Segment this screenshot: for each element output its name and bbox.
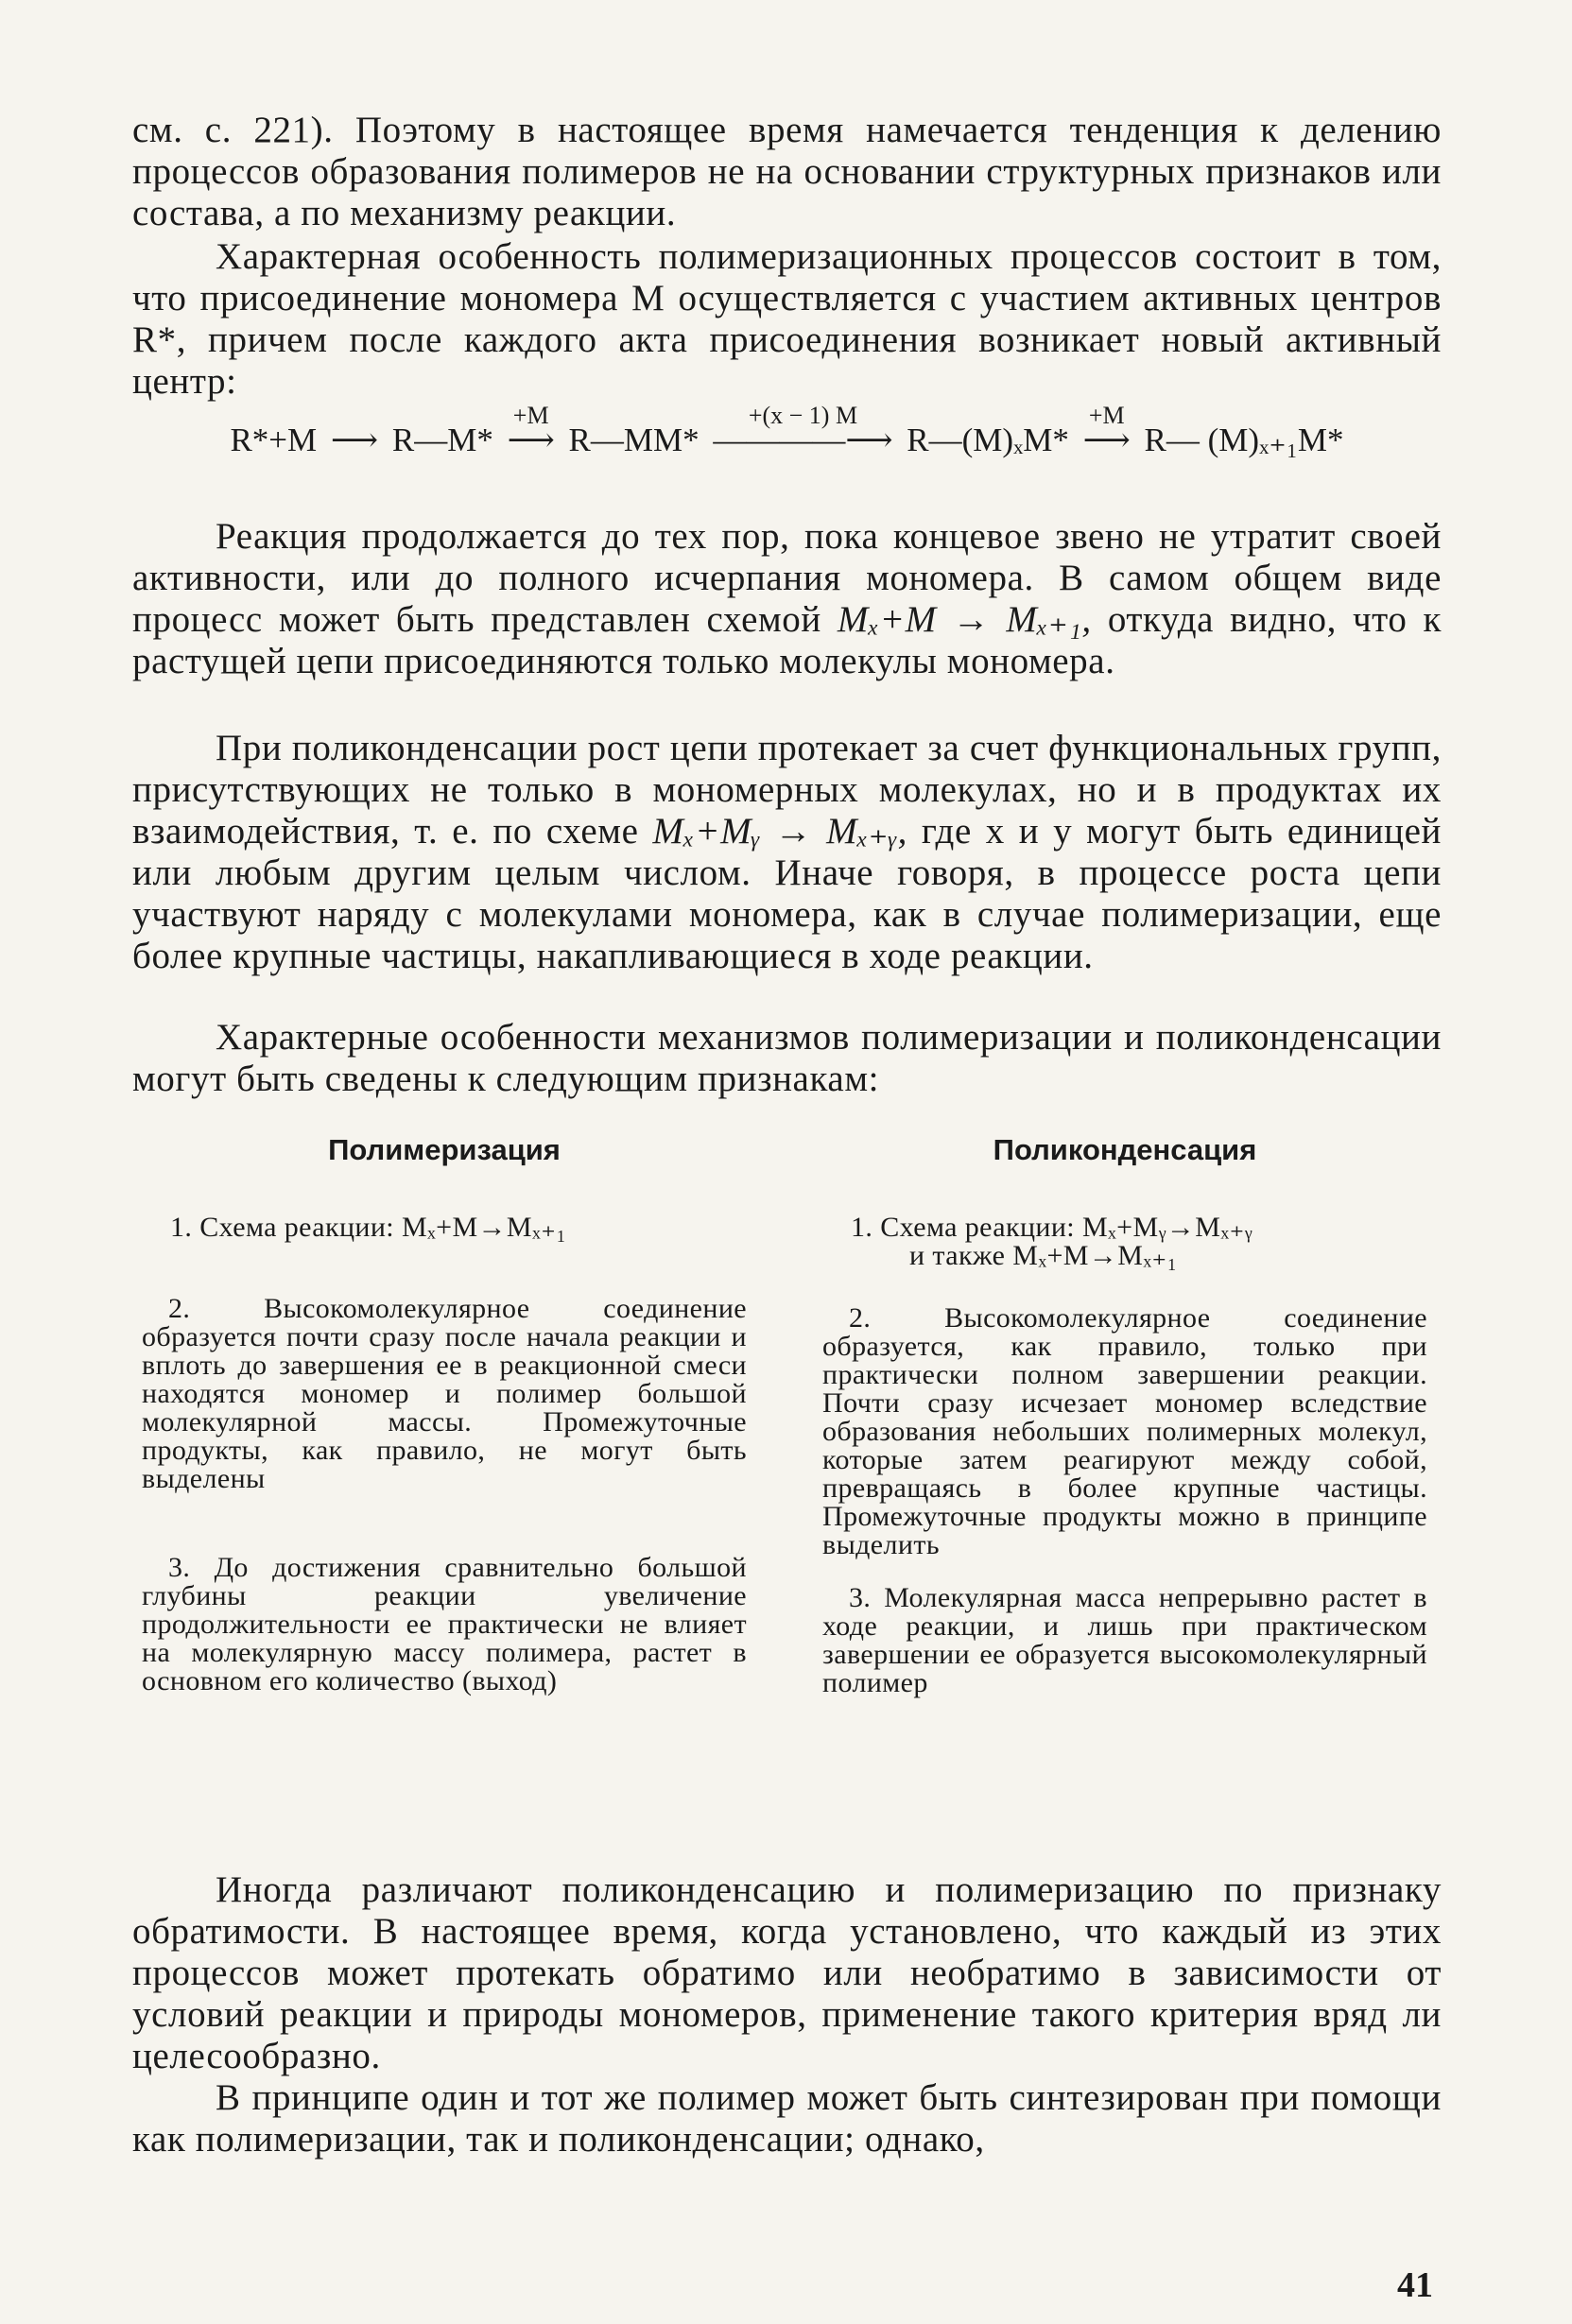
scheme-term-3: R—MM* bbox=[568, 422, 700, 458]
paragraph-3-formula: Mₓ+M → Mₓ₊₁, bbox=[837, 599, 1092, 640]
paragraph-3-text bbox=[132, 516, 1442, 682]
paragraph-2 bbox=[132, 236, 1442, 403]
polymerization-heading: Полимеризация bbox=[328, 1133, 561, 1166]
scheme-arrow-3: +(x − 1) M ————⟶ bbox=[713, 422, 892, 459]
scheme-arrow-3-label: +(x − 1) M bbox=[748, 402, 858, 429]
paragraph-1-text: см. с. 221). Поэтому в настоящее время намечается тенденция к делению процессов образования полимеров не на основании структурных признаков или состава, а по механизму реакции. bbox=[132, 110, 1442, 233]
paragraph-5 bbox=[132, 1017, 1442, 1100]
polycondensation-item-1-line-1: 1. Схема реакции: Mₓ+Mᵧ→Mₓ₊ᵧ bbox=[851, 1212, 1253, 1243]
polycondensation-item-1-line-2: и также Mₓ+M→Mₓ₊₁ bbox=[909, 1240, 1178, 1271]
scheme-arrow-4-label: +M bbox=[1088, 402, 1125, 429]
paragraph-7-text: В принципе один и тот же полимер может быть синтезирован при помощи как полимеризации, так и поликонденсации; однако, bbox=[132, 2077, 1442, 2160]
polycondensation-column bbox=[822, 1133, 1427, 1722]
polycondensation-item-1 bbox=[822, 1214, 1427, 1270]
polymerization-scheme bbox=[132, 402, 1442, 459]
polycondensation-heading: Поликонденсация bbox=[993, 1133, 1257, 1166]
scheme-arrow-1: ⟶ bbox=[330, 422, 379, 458]
polymerization-column bbox=[142, 1133, 747, 1720]
scheme-term-1: R*+M bbox=[230, 422, 318, 458]
paragraph-4-suffix: где x и y могут быть единицей или любым другим целым числом. Иначе говоря, в процессе роста цепи участвуют наряду с молекулами мономера, как в случае полимеризации, еще более крупные частицы, накапливающиеся в ходе реакции. bbox=[132, 811, 1442, 976]
page-number: 41 bbox=[1397, 2265, 1433, 2305]
scheme-term-2: R—M* bbox=[391, 422, 493, 458]
polycondensation-item-2: 2. Высокомолекулярное соединение образуется, как правило, только при практически полном завершении реакции. Почти сразу исчезает мономер вследствие образования небольших полимерных молекул, которые затем реагируют между собой, превращаясь в более крупные частицы. Промежуточные продукты можно в принципе выделить bbox=[822, 1302, 1427, 1560]
paragraph-3 bbox=[132, 516, 1442, 682]
paragraph-6 bbox=[132, 1869, 1442, 2077]
scheme-arrow-4: +M ⟶ bbox=[1083, 422, 1131, 459]
paragraph-5-text: Характерные особенности механизмов полимеризации и поликонденсации могут быть сведены к следующим признакам: bbox=[132, 1017, 1442, 1099]
paragraph-2-text: Характерная особенность полимеризационных процессов состоит в том, что присоединение мономера M осуществляется с участием активных центров R*, причем после каждого акта присоединения возникает новый активный центр: bbox=[132, 236, 1442, 402]
paragraph-4-text bbox=[132, 728, 1442, 977]
paragraph-6-text: Иногда различают поликонденсацию и полимеризацию по признаку обратимости. В настоящее время, когда установлено, что каждый из этих процессов может протекать обратимо или необратимо в зависимости от условий реакции и природы мономеров, применение такого критерия вряд ли целесообразно. bbox=[132, 1869, 1442, 2076]
polymerization-item-1: 1. Схема реакции: Mₓ+M→Mₓ₊₁ bbox=[170, 1212, 567, 1243]
paragraph-4-prefix: При поликонденсации рост цепи протекает за счет функциональных групп, присутствующих не только в мономерных молекулах, но и в продуктах их взаимодействия, т. е. по схеме bbox=[132, 728, 1442, 852]
paragraph-1 bbox=[132, 110, 1442, 234]
paragraph-4-formula: Mₓ+Mᵧ → Mₓ₊ᵧ, bbox=[652, 811, 908, 852]
scheme-term-5: R— (M)ₓ₊₁M* bbox=[1144, 422, 1344, 458]
polymerization-item-3: 3. До достижения сравнительно большой глубины реакции увеличение продолжительности ее практически не влияет на молекулярную массу полимера, растет в основном его количество (выход) bbox=[142, 1552, 747, 1696]
scheme-term-4: R—(M)ₓM* bbox=[907, 422, 1069, 458]
paragraph-3-prefix: Реакция продолжается до тех пор, пока концевое звено не утратит своей активности, или до полного исчерпания мономера. В самом общем виде процесс может быть представлен схемой bbox=[132, 516, 1442, 640]
polycondensation-item-3: 3. Молекулярная масса непрерывно растет в ходе реакции, и лишь при практическом завершении ее образуется высокомолекулярный полимер bbox=[822, 1582, 1427, 1698]
paragraph-3-suffix: откуда видно, что к растущей цепи присоединяются только молекулы мономера. bbox=[132, 599, 1442, 681]
scheme-arrow-2-label: +M bbox=[512, 402, 549, 429]
paragraph-4 bbox=[132, 728, 1442, 977]
paragraph-7 bbox=[132, 2077, 1442, 2160]
scheme-arrow-2: +M ⟶ bbox=[508, 422, 555, 459]
polymerization-item-2: 2. Высокомолекулярное соединение образуется почти сразу после начала реакции и вплоть до завершения ее в реакционной смеси находятся мономер и полимер большой молекулярной массы. Промежуточные продукты, как правило, не могут быть выделены bbox=[142, 1293, 747, 1494]
